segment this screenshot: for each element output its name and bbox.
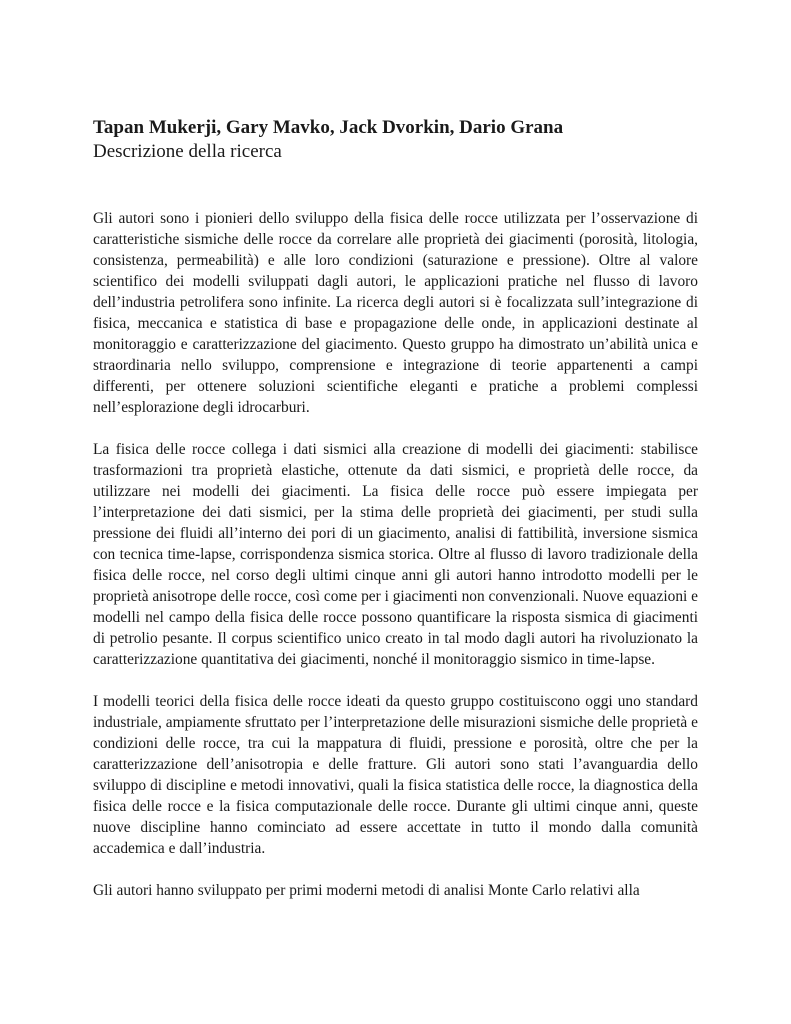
- paragraph: I modelli teorici della fisica delle rocce ideati da questo gruppo costituiscono oggi uno standard industriale, ampiamente sfruttato per l’interpretazione delle misurazioni sismiche delle proprietà e condizioni delle rocce, tra cui la mappatura di fluidi, pressione e porosità, oltre che per la caratterizzazione dell’anisotropia e delle fratture. Gli autori sono stati l’avanguardia dello sviluppo di discipline e metodi innovativi, quali la fisica statistica delle rocce, la diagnostica della fisica delle rocce e la fisica computazionale delle rocce. Durante gli ultimi cinque anni, queste nuove discipline hanno cominciato ad essere accettate in tutto il mondo dalla comunità accademica e dall’industria.: [93, 693, 698, 857]
- document-page: [93, 116, 698, 922]
- paragraph: Gli autori sono i pionieri dello sviluppo della fisica delle rocce utilizzata per l’osservazione di caratteristiche sismiche delle rocce da correlare alle proprietà dei giacimenti (porosità, litologia, consistenza, permeabilità) e alle loro condizioni (saturazione e pressione). Oltre al valore scientifico dei modelli sviluppati dagli autori, le applicazioni pratiche nel flusso di lavoro dell’industria petrolifera sono infinite. La ricerca degli autori si è focalizzata sull’integrazione di fisica, meccanica e statistica di base e propagazione delle onde, in applicazioni destinate al monitoraggio e caratterizzazione del giacimento. Questo gruppo ha dimostrato un’abilità unica e straordinaria nello sviluppo, comprensione e integrazione di teorie appartenenti a campi differenti, per ottenere soluzioni scientifiche eleganti e pratiche a problemi complessi nell’esplorazione degli idrocarburi.: [93, 210, 698, 416]
- paragraph: La fisica delle rocce collega i dati sismici alla creazione di modelli dei giacimenti: stabilisce trasformazioni tra proprietà elastiche, ottenute da dati sismici, e proprietà delle rocce, da utilizzare nei modelli dei giacimenti. La fisica delle rocce può essere impiegata per l’interpretazione dei dati sismici, per la stima delle proprietà dei giacimenti, per studi sulla pressione dei fluidi all’interno dei pori di un giacimento, analisi di fattibilità, inversione sismica con tecnica time-lapse, corrispondenza sismica storica. Oltre al flusso di lavoro tradizionale della fisica delle rocce, nel corso degli ultimi cinque anni gli autori hanno introdotto modelli per le proprietà anisotrope delle rocce, così come per i giacimenti non convenzionali. Nuove equazioni e modelli nel campo della fisica delle rocce possono quantificare la risposta sismica di giacimenti di petrolio pesante. Il corpus scientifico unico creato in tal modo dagli autori ha rivoluzionato la caratterizzazione quantitativa dei giacimenti, nonché il monitoraggio sismico in time-lapse.: [93, 441, 698, 668]
- paragraph: Gli autori hanno sviluppato per primi moderni metodi di analisi Monte Carlo relativi alla: [93, 882, 640, 899]
- document-subtitle: Descrizione della ricerca: [93, 141, 282, 162]
- document-title: Tapan Mukerji, Gary Mavko, Jack Dvorkin, Dario Grana: [93, 117, 564, 138]
